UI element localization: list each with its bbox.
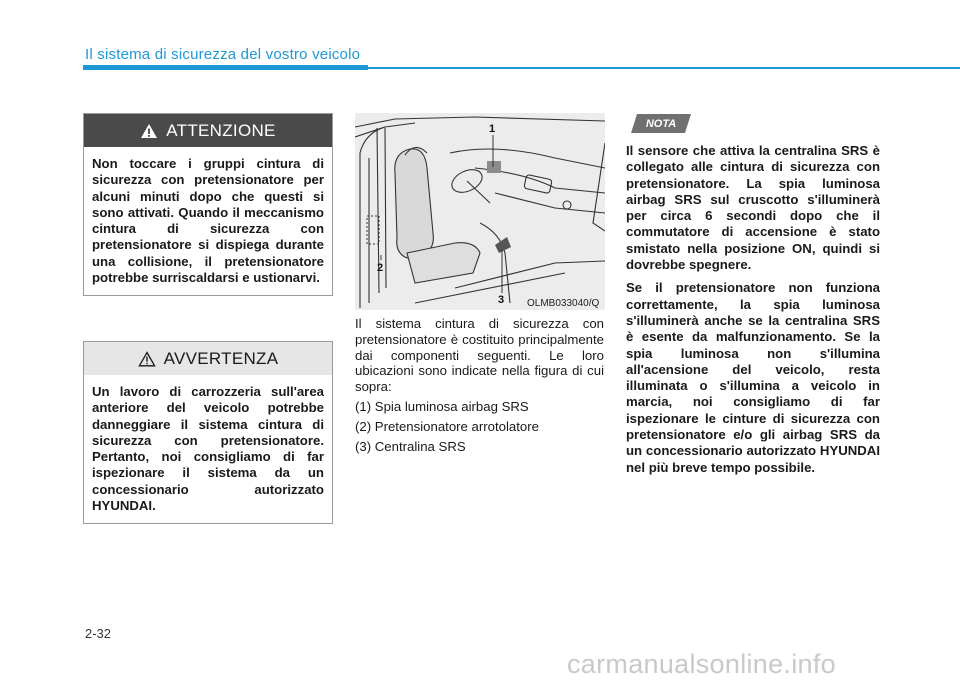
nota-label: NOTA (645, 117, 677, 130)
car-interior-figure (355, 113, 605, 310)
body-intro: Il sistema cintura di sicurezza con pretensionatore è costituito principalmente dai componenti seguenti. Le loro ubicazioni sono indicate nella figura di cui sopra: (355, 316, 604, 395)
figure-code: OLMB033040/Q (527, 298, 600, 309)
body-text (355, 316, 604, 458)
caution-box-title: AVVERTENZA (163, 348, 279, 368)
callout-3: 3 (498, 294, 505, 306)
callout-1: 1 (489, 123, 496, 135)
caution-box-header (84, 342, 332, 375)
body-item-3: (3) Centralina SRS (355, 438, 466, 454)
caution-triangle-icon (138, 351, 156, 367)
note-paragraph-1: Il sensore che attiva la centralina SRS è collegato alle cintura di sicurezza con pretensionatore. La spia luminosa airbag SRS sul cruscotto s'illuminerà per circa 6 secondi dopo che il commutatore di accensione è stato smistato nella posizione ON, quindi si dovrebbe spegnere. (626, 143, 880, 273)
body-item-1: (1) Spia luminosa airbag SRS (355, 398, 529, 414)
warning-box-title: ATTENZIONE (166, 120, 276, 140)
section-title: Il sistema di sicurezza del vostro veicolo (85, 46, 361, 63)
nota-badge (631, 114, 691, 133)
warning-box (83, 113, 333, 296)
watermark: carmanualsonline.info (567, 649, 836, 679)
car-interior-illustration (355, 113, 605, 310)
header-tab-bar (83, 65, 368, 70)
page-number: 2-32 (85, 626, 112, 641)
note-text (626, 143, 880, 483)
note-paragraph-2: Se il pretensionatore non funziona correttamente, la spia luminosa s'illuminerà anche se la centralina SRS è esente da malfunzionamento. Se la spia luminosa non s'illumina all'acensione del veicolo, resta illuminata o s'illumina a veicolo in marcia, noi consigliamo di far ispezionare le cinture di sicurezza con pretensionatore e/o gli airbag SRS da un concessionario autorizzato HYUNDAI nel più breve tempo possibile. (626, 280, 880, 475)
warning-box-text: Non toccare i gruppi cintura di sicurezza con pretensionatore per alcuni minuti dopo che questi si sono attivati. Quando il meccanismo cintura di sicurezza con pretensionatore si dispiega durante una collisione, il pretensionatore potrebbe surriscaldarsi e ustionarvi. (92, 156, 324, 286)
caution-box (83, 341, 333, 524)
warning-triangle-icon (140, 123, 158, 139)
callout-2: 2 (377, 262, 384, 274)
caution-box-text: Un lavoro di carrozzeria sull'area anteriore del veicolo potrebbe danneggiare il sistema cintura di sicurezza con pretensionatore. Pertanto, noi consigliamo di far ispezionare il sistema da un concessionario autorizzato HYUNDAI. (92, 384, 324, 514)
warning-box-header (84, 114, 332, 147)
body-item-2: (2) Pretensionatore arrotolatore (355, 418, 539, 434)
